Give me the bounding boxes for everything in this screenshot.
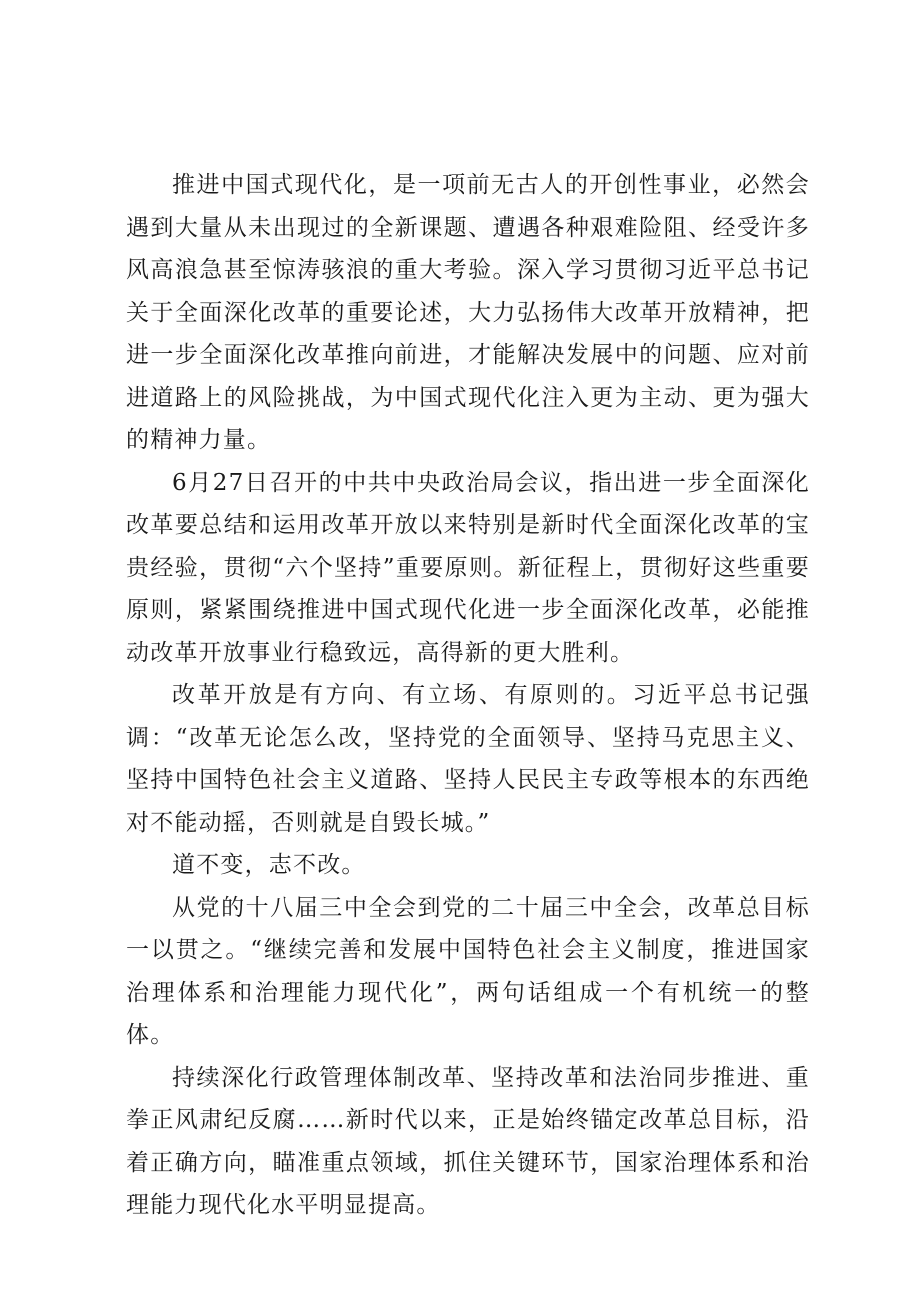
document-body	[126, 164, 810, 1227]
paragraph-4: 道不变，志不改。	[172, 852, 366, 878]
paragraph-2: 6月27日召开的中共中央政治局会议，指出进一步全面深化改革要总结和运用改革开放以来特别是新时代全面深化改革的宝贵经验，贯彻“六个坚持”重要原则。新征程上，贯彻好这些重要原则，紧紧围绕推进中国式现代化进一步全面深化改革，必能推动改革开放事业行稳致远，高得新的更大胜利。	[126, 469, 810, 666]
paragraph-3: 改革开放是有方向、有立场、有原则的。习近平总书记强调：“改革无论怎么改，坚持党的全面领导、坚持马克思主义、坚持中国特色社会主义道路、坚持人民民主专政等根本的东西绝对不能动摇，否则就是自毁长城。”	[126, 682, 810, 836]
paragraph-1: 推进中国式现代化，是一项前无古人的开创性事业，必然会遇到大量从未出现过的全新课题、遭遇各种艰难险阻、经受许多风高浪急甚至惊涛骇浪的重大考验。深入学习贯彻习近平总书记关于全面深化改革的重要论述，大力弘扬伟大改革开放精神，把进一步全面深化改革推向前进，才能解决发展中的问题、应对前进道路上的风险挑战，为中国式现代化注入更为主动、更为强大的精神力量。	[126, 172, 810, 453]
paragraph-5: 从党的十八届三中全会到党的二十届三中全会，改革总目标一以贯之。“继续完善和发展中国特色社会主义制度，推进国家治理体系和治理能力现代化”，两句话组成一个有机统一的整体。	[126, 894, 810, 1048]
paragraph-6: 持续深化行政管理体制改革、坚持改革和法治同步推进、重拳正风肃纪反腐……新时代以来，正是始终锚定改革总目标，沿着正确方向，瞄准重点领域，抓住关键环节，国家治理体系和治理能力现代化水平明显提高。	[126, 1064, 810, 1218]
